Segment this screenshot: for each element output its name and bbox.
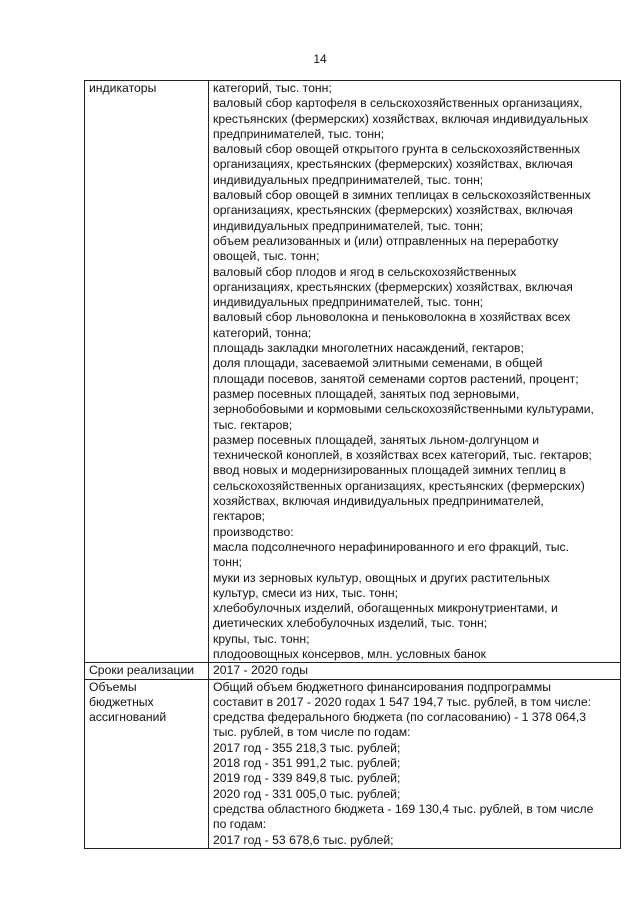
row-label-line: Объемы xyxy=(89,679,137,694)
row-label-cell xyxy=(85,81,209,663)
row-content-line: муки из зерновых культур, овощных и других растительных xyxy=(213,570,550,585)
row-content-line: индивидуальных предпринимателей, тыс. тонн; xyxy=(213,218,484,233)
row-content-line: организациях, крестьянских (фермерских) хозяйствах, включая xyxy=(213,157,573,172)
row-content-line: масла подсолнечного нерафинированного и его фракций, тыс. xyxy=(213,539,570,554)
row-content-line: сельскохозяйственных организациях, крестьянских (фермерских) xyxy=(213,478,585,493)
row-content-cell xyxy=(209,663,621,679)
page-number: 14 xyxy=(313,52,327,66)
row-content-line: валовый сбор овощей открытого грунта в сельскохозяйственных xyxy=(213,142,581,157)
row-content-line: предпринимателей, тыс. тонн; xyxy=(213,126,385,141)
row-content-line: 2018 год - 351 991,2 тыс. рублей; xyxy=(213,756,401,771)
row-content-line: 2017 год - 53 678,6 тыс. рублей; xyxy=(213,832,394,847)
row-content-line: размер посевных площадей, занятых льном-долгунцом и xyxy=(213,432,540,447)
row-label-line: ассигнований xyxy=(89,710,167,725)
row-content-line: зернобобовыми и кормовыми сельскохозяйственными культурами, xyxy=(213,402,594,417)
row-content-line: производство: xyxy=(213,524,294,539)
row-content-line: валовый сбор льноволокна и пеньковолокна в хозяйствах всех xyxy=(213,310,571,325)
row-content-line: валовый сбор картофеля в сельскохозяйственных организациях, xyxy=(213,96,583,111)
row-content-line: 2020 год - 331 005,0 тыс. рублей; xyxy=(213,786,401,801)
row-label-line: Сроки реализации xyxy=(89,663,195,678)
row-content-line: 2017 год - 355 218,3 тыс. рублей; xyxy=(213,740,401,755)
row-content-line: организациях, крестьянских (фермерских) хозяйствах, включая xyxy=(213,279,573,294)
row-content-line: организациях, крестьянских (фермерских) хозяйствах, включая xyxy=(213,203,573,218)
table-row xyxy=(85,663,621,679)
row-content-line: площади посевов, занятой семенами сортов растений, процент; xyxy=(213,371,579,386)
row-content-line: средства федерального бюджета (по согласованию) - 1 378 064,3 xyxy=(213,710,587,725)
row-content-line: тонн; xyxy=(213,555,243,570)
row-content-line: гектаров; xyxy=(213,509,266,524)
row-content-cell xyxy=(209,81,621,663)
row-label-line: индикаторы xyxy=(89,81,157,95)
row-content-line: категорий, тонна; xyxy=(213,325,312,340)
table-row xyxy=(85,81,621,663)
row-content-line: крупы, тыс. тонн; xyxy=(213,631,310,646)
row-content-line: крестьянских (фермерских) хозяйствах, включая индивидуальных xyxy=(213,111,589,126)
row-content-line: диетических хлебобулочных изделий, тыс. тонн; xyxy=(213,616,488,631)
row-content-line: ввод новых и модернизированных площадей зимних теплиц в xyxy=(213,463,566,478)
row-content-line: 2019 год - 339 849,8 тыс. рублей; xyxy=(213,771,401,786)
row-content-line: валовый сбор овощей в зимних теплицах в сельскохозяйственных xyxy=(213,188,591,203)
table-row xyxy=(85,679,621,848)
row-content-line: площадь закладки многолетних насаждений, гектаров; xyxy=(213,341,524,356)
row-label-cell xyxy=(85,663,209,679)
row-content-line: хозяйствах, включая индивидуальных предпринимателей, xyxy=(213,494,544,509)
row-content-line: составит в 2017 - 2020 годах 1 547 194,7 тыс. рублей, в том числе: xyxy=(213,694,592,709)
row-content-line: 2017 - 2020 годы xyxy=(213,663,309,678)
row-content-line: культур, смеси из них, тыс. тонн; xyxy=(213,585,399,600)
row-content-cell xyxy=(209,679,621,848)
row-content-line: тыс. рублей, в том числе по годам: xyxy=(213,725,411,740)
row-label-line: бюджетных xyxy=(89,694,154,709)
passport-table-body xyxy=(85,81,621,849)
row-content-line: плодоовощных консервов, млн. условных банок xyxy=(213,646,486,661)
row-content-line: объем реализованных и (или) отправленных на переработку xyxy=(213,233,559,248)
row-content-line: средства областного бюджета - 169 130,4 тыс. рублей, в том числе xyxy=(213,801,594,816)
row-content-line: размер посевных площадей, занятых под зерновыми, xyxy=(213,386,520,401)
row-content-line: по годам: xyxy=(213,817,267,832)
row-label-cell xyxy=(85,679,209,848)
row-content-line: технической коноплей, в хозяйствах всех категорий, тыс. гектаров; xyxy=(213,448,592,463)
row-content-line: хлебобулочных изделий, обогащенных микронутриентами, и xyxy=(213,601,558,616)
row-content-line: Общий объем бюджетного финансирования подпрограммы xyxy=(213,679,551,694)
row-content-line: категорий, тыс. тонн; xyxy=(213,81,332,95)
row-content-line: индивидуальных предпринимателей, тыс. тонн; xyxy=(213,172,484,187)
row-content-line: доля площади, засеваемой элитными семенами, в общей xyxy=(213,356,543,371)
row-content-line: овощей, тыс. тонн; xyxy=(213,249,320,264)
row-content-line: индивидуальных предпринимателей, тыс. тонн; xyxy=(213,295,484,310)
subprogram-passport-table xyxy=(84,80,621,849)
row-content-line: валовый сбор плодов и ягод в сельскохозяйственных xyxy=(213,264,517,279)
row-content-line: тыс. гектаров; xyxy=(213,417,293,432)
